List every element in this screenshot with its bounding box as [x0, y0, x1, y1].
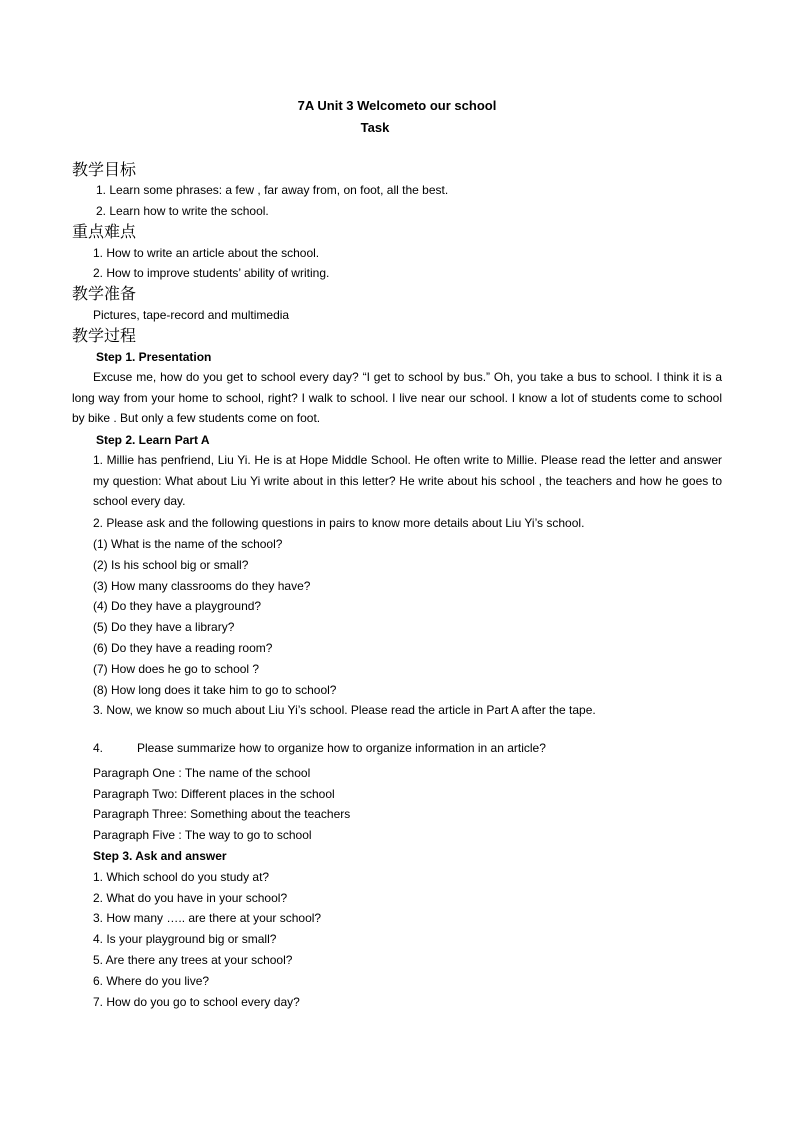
step3-question: 3. How many ….. are there at your school?	[93, 911, 322, 925]
section-heading-objectives: 教学目标	[72, 160, 137, 179]
section-heading-preparation: 教学准备	[72, 284, 137, 303]
key-point-item: 1. How to write an article about the school.	[93, 246, 320, 260]
step3-question: 1. Which school do you study at?	[93, 870, 270, 884]
step2-question: (8) How long does it take him to go to school?	[93, 683, 337, 697]
step3-title: Step 3. Ask and answer	[93, 849, 227, 863]
step2-item-4	[93, 740, 546, 756]
preparation-text: Pictures, tape-record and multimedia	[93, 308, 290, 322]
step3-question: 5. Are there any trees at your school?	[93, 953, 293, 967]
objective-item: 2. Learn how to write the school.	[96, 204, 269, 218]
paragraph-outline-item: Paragraph Two: Different places in the school	[93, 787, 335, 801]
paragraph-outline-item: Paragraph Three: Something about the teachers	[93, 807, 351, 821]
paragraph-outline-item: Paragraph One : The name of the school	[93, 766, 311, 780]
step3-question: 4. Is your playground big or small?	[93, 932, 277, 946]
step2-question: (6) Do they have a reading room?	[93, 641, 273, 655]
step1-title: Step 1. Presentation	[96, 350, 212, 364]
step3-question: 2. What do you have in your school?	[93, 891, 288, 905]
step3-question: 6. Where do you live?	[93, 974, 210, 988]
step2-item-4-text: Please summarize how to organize how to organize information in an article?	[137, 741, 546, 755]
step2-question: (7) How does he go to school ?	[93, 662, 260, 676]
paragraph-outline-item: Paragraph Five : The way to go to school	[93, 828, 312, 842]
step2-item-3: 3. Now, we know so much about Liu Yi’s school. Please read the article in Part A after the tape.	[93, 703, 596, 717]
section-heading-process: 教学过程	[72, 326, 137, 345]
document-subtitle: Task	[360, 120, 390, 135]
objective-item: 1. Learn some phrases: a few , far away from, on foot, all the best.	[96, 183, 449, 197]
step2-question: (5) Do they have a library?	[93, 620, 235, 634]
step2-question: (3) How many classrooms do they have?	[93, 579, 311, 593]
key-point-item: 2. How to improve students’ ability of writing.	[93, 266, 330, 280]
step2-item-1: 1. Millie has penfriend, Liu Yi. He is at Hope Middle School. He often write to Millie. Please read the letter and answer my question: What about Liu Yi write about in this letter? He write about his school , the teachers and how he goes to school every day.	[93, 453, 722, 509]
step2-question: (2) Is his school big or small?	[93, 558, 249, 572]
section-heading-key-points: 重点难点	[72, 222, 137, 241]
step2-item-4-number: 4.	[93, 741, 104, 755]
step2-title: Step 2. Learn Part A	[96, 433, 210, 447]
step2-question: (4) Do they have a playground?	[93, 599, 262, 613]
document-title: 7A Unit 3 Welcometo our school	[297, 98, 497, 113]
step2-item-2: 2. Please ask and the following questions in pairs to know more details about Liu Yi’s school.	[93, 516, 585, 530]
step3-question: 7. How do you go to school every day?	[93, 995, 300, 1009]
step2-question: (1) What is the name of the school?	[93, 537, 283, 551]
step1-text: Excuse me, how do you get to school every day? “I get to school by bus.” Oh, you take a bus to school. I think it is a long way from your home to school, right? I walk to school. I live near our school. I know a lot of students come to school by bike . But only a few students come on foot.	[72, 370, 722, 426]
